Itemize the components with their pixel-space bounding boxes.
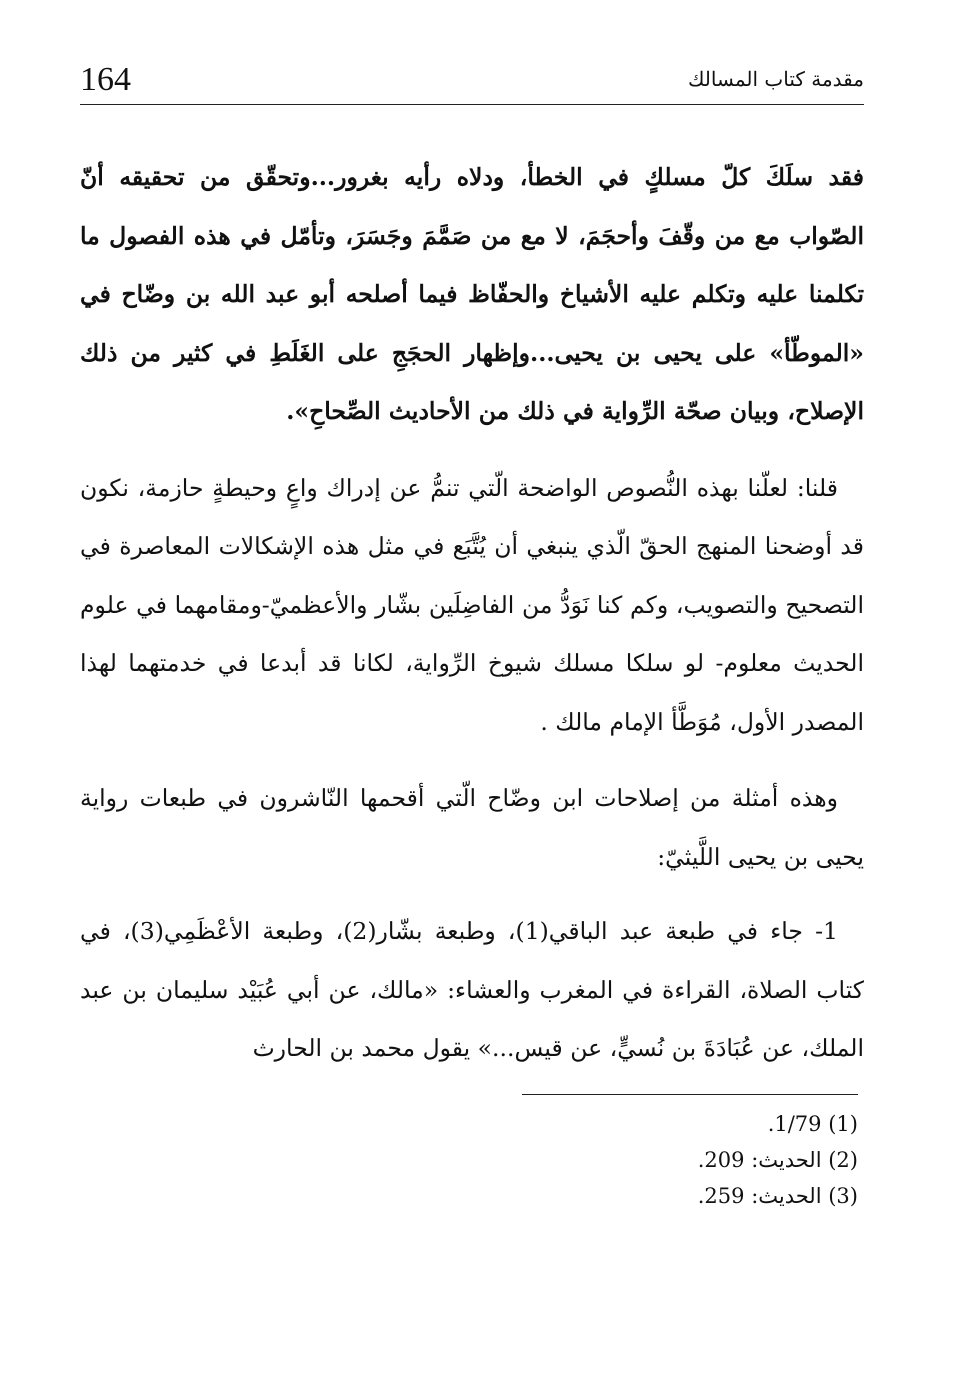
paragraph-commentary: قلنا: لعلّنا بهذه النُّصوص الواضحة الّتي تنمُّ عن إدراك واعٍ وحيطةٍ حازمة، نكون قد أوضحنا المنهج الحقّ الّذي ينبغي أن يُتَّبَع في مثل هذه الإشكالات المعاصرة في التصحيح والتصويب، وكم كنا نَوَدُّ من الفاضِلَين بشّار والأعظميّ-ومقامهما في علوم الحديث معلوم- لو سلكا مسلك شيوخ الرِّواية، لكانا قد أبدعا في خدمتهما لهذا المصدر الأول، مُوَطَّأ الإمام مالك .: [80, 473, 864, 736]
page-header: [80, 58, 864, 106]
footnote-3: (3) الحديث: 259.: [697, 1184, 858, 1208]
paragraph-example-1: 1- جاء في طبعة عبد الباقي(1)، وطبعة بشّار(2)، وطبعة الأعْظَمِي(3)، في كتاب الصلاة، القراءة في المغرب والعشاء: «مالك، عن أبي عُبَيْد سليمان بن عبد الملك، عن عُبَادَةَ بن نُسيٍّ، عن قيس...» يقول محمد بن الحارث: [80, 917, 864, 1062]
paragraph-examples-intro: وهذه أمثلة من إصلاحات ابن وضّاح الّتي أقحمها النّاشرون في طبعات رواية يحيى بن يحيى اللَّيثيّ:: [80, 784, 864, 871]
header-rule: [80, 104, 864, 105]
footnotes: [522, 1106, 858, 1214]
main-text: [80, 148, 864, 1078]
page-number: 164: [80, 61, 131, 98]
footnote-1: (1) 1/79.: [767, 1112, 858, 1136]
running-title: مقدمة كتاب المسالك: [687, 67, 864, 91]
footnote-2: (2) الحديث: 209.: [697, 1148, 858, 1172]
paragraph-quote: فقد سلَكَ كلّ مسلكٍ في الخطأ، ودلاه رأيه بغرور...وتحقّق من تحقيقه أنّ الصّواب مع من وقّفَ وأحجَمَ، لا مع من صَمَّمَ وجَسَرَ، وتأمّل في هذه الفصول ما تكلمنا عليه وتكلم عليه الأشياخ والحفّاظ فيما أصلحه أبو عبد الله بن وضّاح في «الموطّأ» على يحيى بن يحيى...وإظهار الحجَجِ على الغَلَطِ في كثير من ذلك الإصلاح، وبيان صحّة الرِّواية في ذلك من الأحاديث الصِّحاحِ».: [80, 163, 864, 425]
footnote-rule: [522, 1094, 858, 1095]
